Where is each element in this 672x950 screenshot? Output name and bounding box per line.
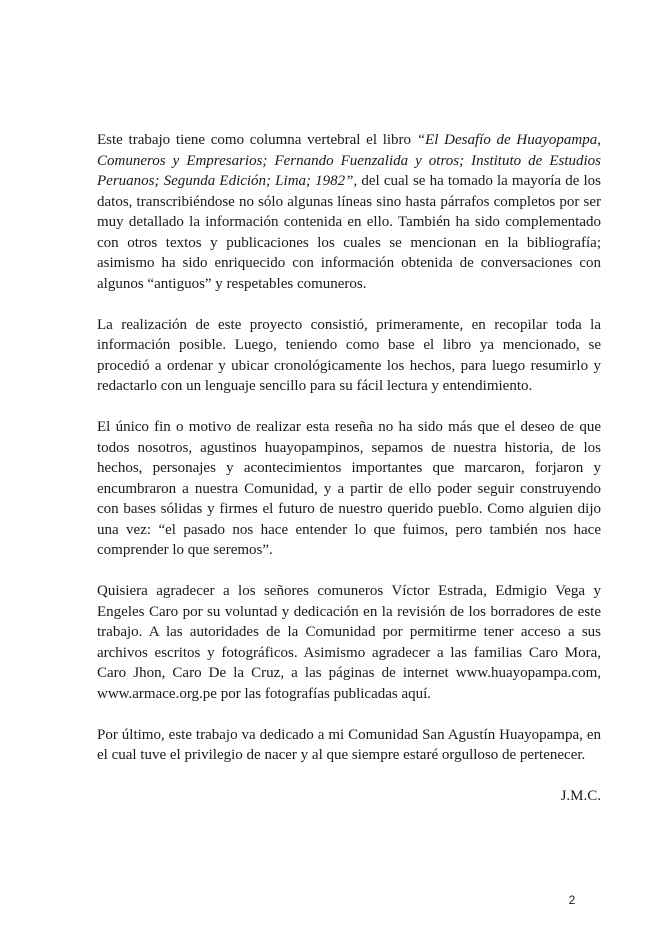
paragraph-2 — [97, 315, 601, 397]
paragraph-1 — [97, 130, 601, 294]
paragraph-2-text: La realización de este proyecto consistió, primeramente, en recopilar toda la información posible. Luego, teniendo como base el libro ya mencionado, se procedió a ordenar y ubicar cronológicamente los hechos, para luego resumirlo y redactarlo con un lenguaje sencillo para su fácil lectura y entendimiento. — [97, 316, 601, 394]
paragraph-4 — [97, 581, 601, 704]
page-number: 2 — [568, 893, 576, 907]
paragraph-3 — [97, 417, 601, 561]
signature: J.M.C. — [560, 788, 601, 804]
paragraph-3-text: El único fin o motivo de realizar esta reseña no ha sido más que el deseo de que todos nosotros, agustinos huayopampinos, sepamos de nuestra historia, de los hechos, personajes y acontecimientos importantes que marcaron, forjaron y encumbraron a nuestra Comunidad, y a partir de ello poder seguir construyendo con bases sólidas y firmes el futuro de nuestro querido pueblo. Como alguien dijo una vez: “el pasado nos hace entender lo que fuimos, pero también nos hace comprender lo que seremos”. — [97, 419, 601, 558]
paragraph-1-rest: , del cual se ha tomado la mayoría de los datos, transcribiéndose no sólo algunas líneas sino hasta párrafos completos por ser muy detallado la información contenida en ello. También ha sido complementado con otros textos y publicaciones los cuales se mencionan en la bibliografía; asimismo ha sido enriquecido con información obtenida de conversaciones con algunos “antiguos” y respetables comuneros. — [97, 173, 601, 292]
book-citation: “El Desafío de Huayopampa, Comuneros y Empresarios; Fernando Fuenzalida y otros; Instituto de Estudios Peruanos; Segunda Edición; Lima; 1982” — [97, 132, 601, 189]
paragraph-1-intro: Este trabajo tiene como columna vertebral el libro — [97, 132, 417, 148]
body-text — [97, 130, 601, 827]
paragraph-4-text: Quisiera agradecer a los señores comuneros Víctor Estrada, Edmigio Vega y Engeles Caro por su voluntad y dedicación en la revisión de los borradores de este trabajo. A las autoridades de la Comunidad por permitirme tener acceso a sus archivos escritos y fotográficos. Asimismo agradecer a las familias Caro Mora, Caro Jhon, Caro De la Cruz, a las páginas de internet www.huayopampa.com, www.armace.org.pe por las fotografías publicadas aquí. — [97, 583, 601, 702]
paragraph-5-text: Por último, este trabajo va dedicado a mi Comunidad San Agustín Huayopampa, en el cual tuve el privilegio de nacer y al que siempre estaré orgulloso de pertenecer. — [97, 726, 601, 763]
paragraph-5 — [97, 725, 601, 766]
